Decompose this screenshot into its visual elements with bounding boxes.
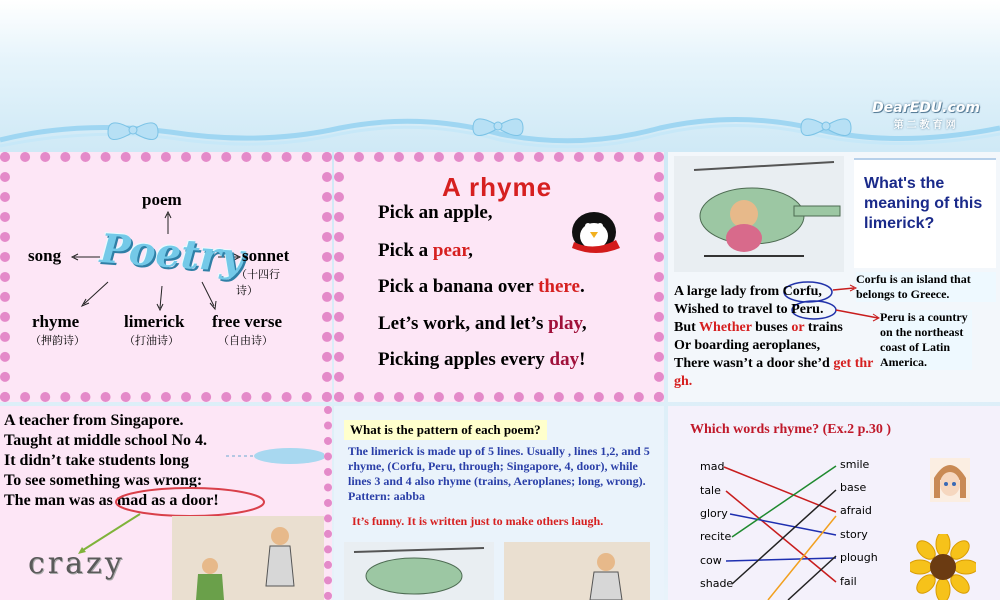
limerick-line-5: There wasn’t a door she’d get thr — [674, 356, 874, 371]
right-word-5: plough — [840, 551, 878, 564]
left-word-4: recite — [700, 530, 732, 543]
rhyme-word-there: there — [538, 276, 580, 297]
limerick-line-6: gh. — [674, 374, 693, 389]
left-word-1: mad — [700, 460, 725, 473]
label-sonnet: sonnet — [242, 246, 290, 265]
poetry-logo: Poetry — [98, 225, 246, 282]
left-word-5: cow — [700, 554, 722, 567]
limerick-panel — [668, 152, 1000, 402]
matching-title: Which words rhyme? (Ex.2 p.30 ) — [690, 422, 892, 437]
rhyme-word-pear: pear — [432, 240, 469, 261]
rhyme-word-play: play — [548, 313, 582, 334]
limerick-line-1: A large lady from Corfu, — [674, 284, 822, 299]
ribbon-decoration — [0, 0, 1000, 152]
label-song: song — [28, 246, 62, 265]
right-word-3: afraid — [840, 504, 872, 517]
pattern-panel — [334, 406, 664, 600]
right-word-1: smile — [840, 458, 870, 471]
note-corfu: Corfu is an island that belongs to Greece. — [856, 272, 996, 302]
rhyme-title: A rhyme — [442, 172, 553, 202]
right-word-6: fail — [840, 575, 857, 588]
pattern-question: What is the pattern of each poem? — [344, 420, 547, 440]
teacher-line-1: A teacher from Singapore. — [4, 412, 184, 429]
label-limerick-cn: （打油诗） — [124, 334, 179, 347]
rhyme-line-5: Picking apples every day! — [378, 349, 586, 370]
word-crazy: crazy — [28, 546, 125, 581]
pattern-funny-note: It’s funny. It is written just to make others laugh. — [352, 514, 604, 528]
rhyme-word-day: day — [549, 349, 580, 370]
rhyme-line-4: Let’s work, and let’s play, — [378, 313, 587, 334]
left-word-2: tale — [700, 484, 721, 497]
limerick-line-3: But Whether buses or trains — [674, 320, 843, 335]
rhyme-line-1: Pick an apple, — [378, 202, 493, 223]
teacher-line-3: It didn’t take students long — [4, 452, 189, 469]
teacher-line-5: The man was as mad as a door! — [4, 492, 219, 509]
label-limerick: limerick — [124, 312, 185, 331]
label-rhyme-cn: （押韵诗） — [30, 334, 85, 347]
right-word-2: base — [840, 481, 867, 494]
penguin-icon — [566, 208, 626, 258]
pattern-explanation: The limerick is made up of 5 lines. Usually , lines 1,2, and 5 rhyme, (Corfu, Peru, through; Singapore, 4, door), while lines 3 and 4 also rhyme (trains, Aeroplanes; long, wrong). Pattern: aabba — [348, 444, 650, 503]
girl-avatar-icon — [930, 458, 970, 502]
matching-panel — [668, 406, 1000, 600]
rhyme-line-2: Pick a pear, — [378, 240, 473, 261]
poetry-types-panel — [0, 152, 332, 402]
right-word-4: story — [840, 528, 868, 541]
left-word-6: shade — [700, 577, 734, 590]
teacher-line-2: Taught at middle school No 4. — [4, 432, 207, 449]
limerick-line-4: Or boarding aeroplanes, — [674, 338, 821, 353]
rhyme-line-3: Pick a banana over there. — [378, 276, 585, 297]
note-peru: Peru is a country on the northeast coast of Latin America. — [880, 310, 972, 370]
label-sonnet-cn: （十四行诗） — [236, 268, 280, 297]
label-poem: poem — [142, 190, 182, 209]
left-word-3: glory — [700, 507, 728, 520]
illustrations — [344, 542, 662, 600]
site-logo — [872, 100, 980, 131]
label-rhyme: rhyme — [32, 312, 80, 331]
label-free-verse-cn: （自由诗） — [218, 334, 273, 347]
limerick-line-2: Wished to travel to Peru. — [674, 302, 824, 317]
logo-subtext: 第二教育网 — [893, 120, 959, 131]
rhyme-panel — [334, 152, 664, 402]
sunflower-icon — [910, 534, 976, 600]
teacher-line-4: To see something was wrong: — [4, 472, 203, 489]
top-banner — [0, 0, 1000, 152]
circled-phrase: mad as a door! — [116, 492, 219, 509]
label-free-verse: free verse — [212, 312, 282, 331]
limerick-question: What's the meaning of this limerick? — [864, 175, 983, 232]
teacher-limerick-panel — [0, 406, 332, 600]
logo-text: DearEDU.com — [872, 100, 980, 116]
